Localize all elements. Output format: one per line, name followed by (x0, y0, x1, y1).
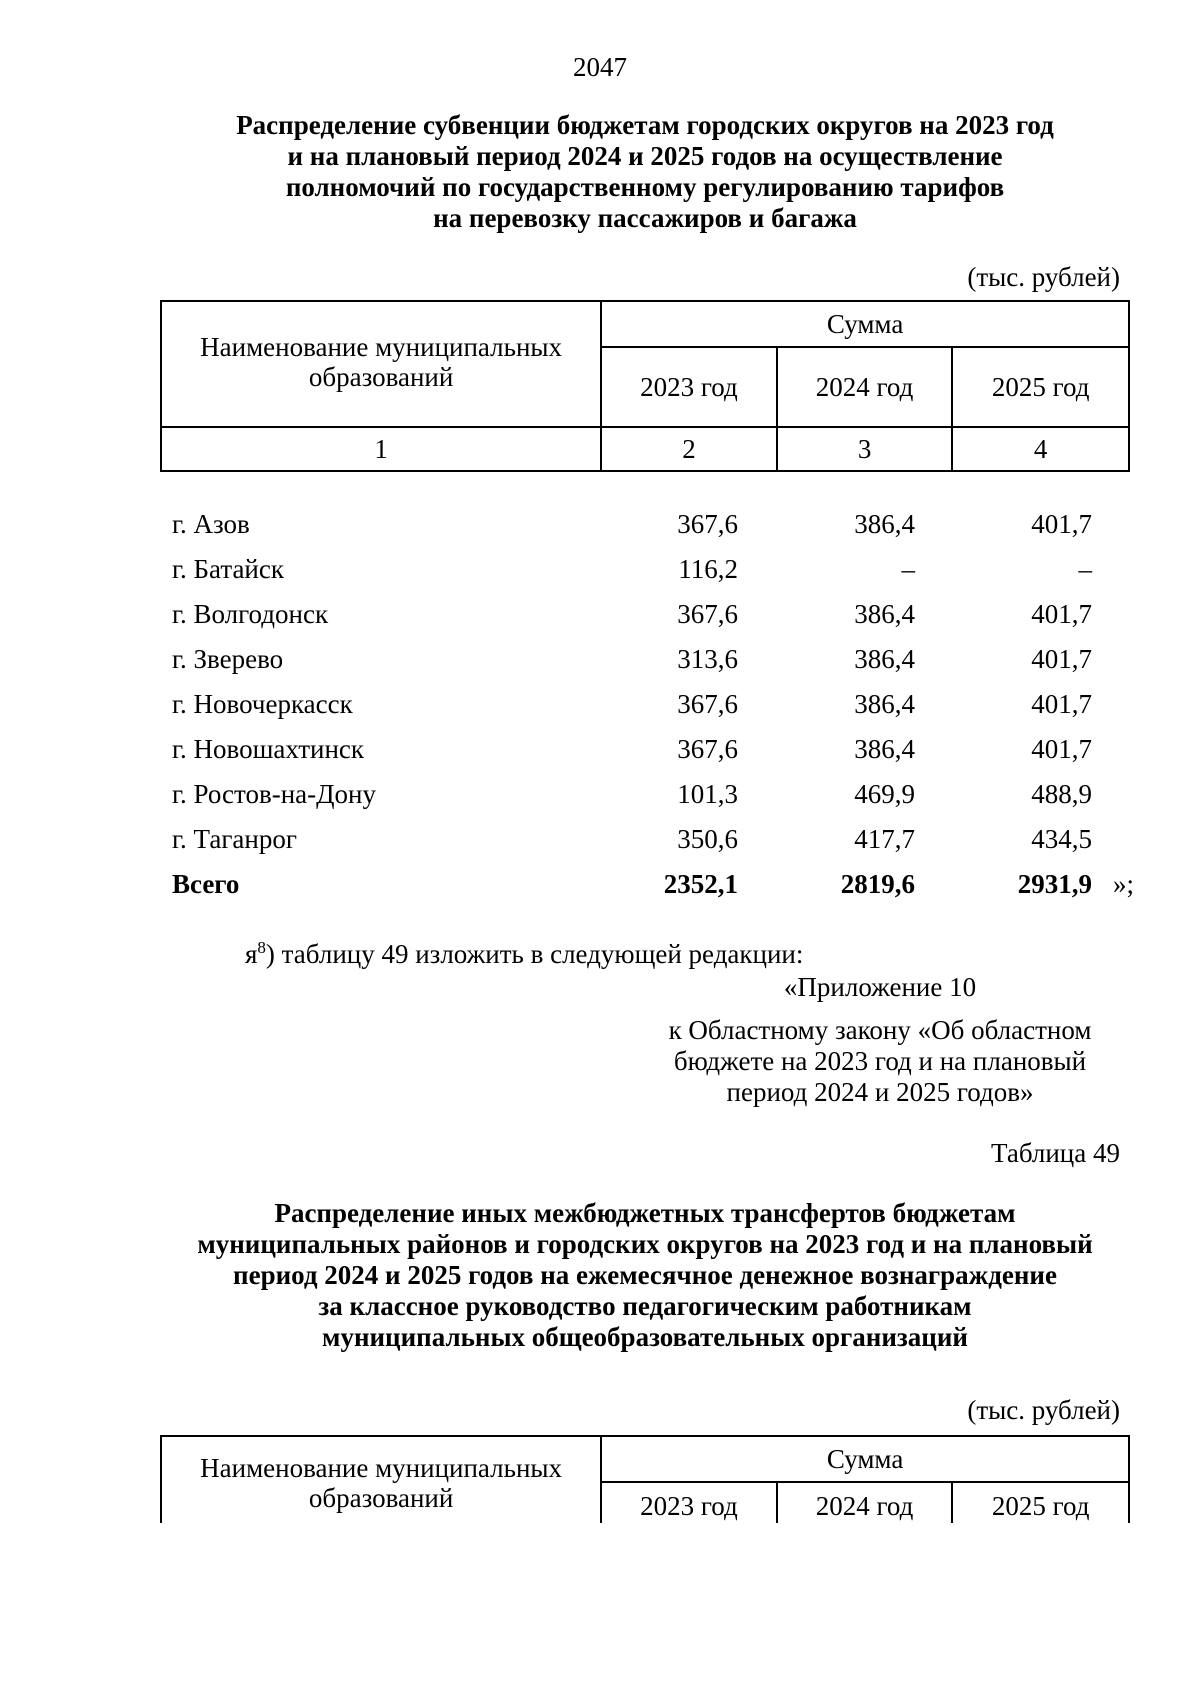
municipality-name: г. Таганрог (172, 824, 297, 854)
municipality-name: г. Зверево (172, 644, 284, 674)
section2-units: (тыс. рублей) (967, 1395, 1120, 1425)
table-row (160, 547, 1130, 592)
municipality-name: г. Ростов-на-Дону (172, 779, 377, 809)
year-header-2024: 2024 год (777, 347, 953, 427)
section1-title-line: полномочий по государственному регулированию тарифов (285, 172, 1005, 202)
municipality-name: г. Волгодонск (172, 599, 329, 629)
year-header-2023: 2023 год (601, 347, 777, 427)
section1-title (150, 110, 1140, 234)
value-2023: 367,6 (677, 509, 738, 539)
municipality-name: г. Новочеркасск (172, 689, 353, 719)
total-2024: 2819,6 (840, 869, 915, 899)
section2-title (150, 1198, 1140, 1353)
value-2025: 401,7 (1031, 509, 1092, 539)
page-number: 2047 (573, 52, 627, 82)
name-column-header: Наименование муниципальных образований (161, 1436, 601, 1523)
value-2023: 367,6 (677, 599, 738, 629)
instruction-text: ) таблицу 49 изложить в следующей редакции: (265, 939, 804, 969)
table-row (160, 682, 1130, 727)
instruction-letter: я (245, 939, 258, 969)
table-row (160, 727, 1130, 772)
section1-title-line: на перевозку пассажиров и багажа (433, 203, 857, 233)
value-2025: 401,7 (1031, 644, 1092, 674)
municipality-name: г. Новошахтинск (172, 734, 364, 764)
table-row (160, 637, 1130, 682)
value-2023: 350,6 (677, 824, 738, 854)
value-2024: 386,4 (854, 509, 915, 539)
name-column-header: Наименование муниципальных образований (161, 301, 601, 427)
section2-table-header (160, 1435, 1130, 1523)
section2-title-line: за классное руководство педагогическим работникам (318, 1291, 972, 1321)
instruction-footnote: 8 (257, 938, 266, 957)
total-label: Всего (172, 869, 240, 899)
section1-units: (тыс. рублей) (967, 262, 1120, 292)
municipality-name: г. Азов (172, 509, 250, 539)
table-row (160, 772, 1130, 817)
total-2025: 2931,9 (1017, 869, 1092, 899)
year-header-2025: 2025 год (952, 1482, 1129, 1523)
municipality-name: г. Батайск (172, 554, 284, 584)
value-2024: 469,9 (854, 779, 915, 809)
section2-title-line: муниципальных общеобразовательных организаций (322, 1322, 968, 1352)
section1-title-line: и на плановый период 2024 и 2025 годов на осуществление (287, 141, 1003, 171)
value-2024: 386,4 (854, 689, 915, 719)
table-label: Таблица 49 (991, 1138, 1120, 1168)
value-2023: 313,6 (677, 644, 738, 674)
sum-header: Сумма (601, 301, 1129, 347)
value-2024: 386,4 (854, 644, 915, 674)
section2-title-line: муниципальных районов и городских округов на 2023 год и на плановый (197, 1229, 1093, 1259)
section2-title-line: период 2024 и 2025 годов на ежемесячное денежное вознаграждение (233, 1260, 1057, 1290)
value-2025: – (1078, 554, 1092, 584)
appendix-line: к Областному закону «Об областном (668, 1015, 1092, 1045)
section1-table-body (160, 502, 1134, 907)
year-header-2023: 2023 год (601, 1482, 777, 1523)
value-2024: 386,4 (854, 734, 915, 764)
appendix-reference (640, 1015, 1120, 1108)
table-row (160, 592, 1130, 637)
value-2024: 417,7 (854, 824, 915, 854)
closing-quote: »; (1112, 869, 1134, 899)
section2-table-clip (160, 1435, 1132, 1523)
value-2025: 488,9 (1031, 779, 1092, 809)
total-2023: 2352,1 (663, 869, 738, 899)
appendix-line: бюджете на 2023 год и на плановый (673, 1046, 1087, 1076)
year-header-2024: 2024 год (777, 1482, 953, 1523)
total-row (160, 862, 1134, 907)
value-2023: 367,6 (677, 734, 738, 764)
amendment-instruction (245, 938, 803, 970)
table-row (160, 817, 1130, 862)
value-2023: 116,2 (678, 554, 738, 584)
value-2023: 367,6 (677, 689, 738, 719)
section1-title-line: Распределение субвенции бюджетам городских округов на 2023 год (236, 110, 1054, 140)
value-2023: 101,3 (677, 779, 738, 809)
column-number-4: 4 (952, 427, 1129, 471)
value-2025: 401,7 (1031, 734, 1092, 764)
column-number-1: 1 (161, 427, 601, 471)
value-2024: 386,4 (854, 599, 915, 629)
appendix-title: «Приложение 10 (783, 972, 977, 1002)
section1-table-header (160, 300, 1130, 472)
value-2025: 401,7 (1031, 599, 1092, 629)
appendix-line: период 2024 и 2025 годов» (726, 1077, 1034, 1107)
value-2024: – (901, 554, 915, 584)
value-2025: 401,7 (1031, 689, 1092, 719)
value-2025: 434,5 (1031, 824, 1092, 854)
section2-title-line: Распределение иных межбюджетных трансфертов бюджетам (274, 1198, 1016, 1228)
sum-header: Сумма (601, 1436, 1129, 1482)
table-row (160, 502, 1130, 547)
year-header-2025: 2025 год (952, 347, 1129, 427)
column-number-2: 2 (601, 427, 777, 471)
column-number-3: 3 (777, 427, 953, 471)
